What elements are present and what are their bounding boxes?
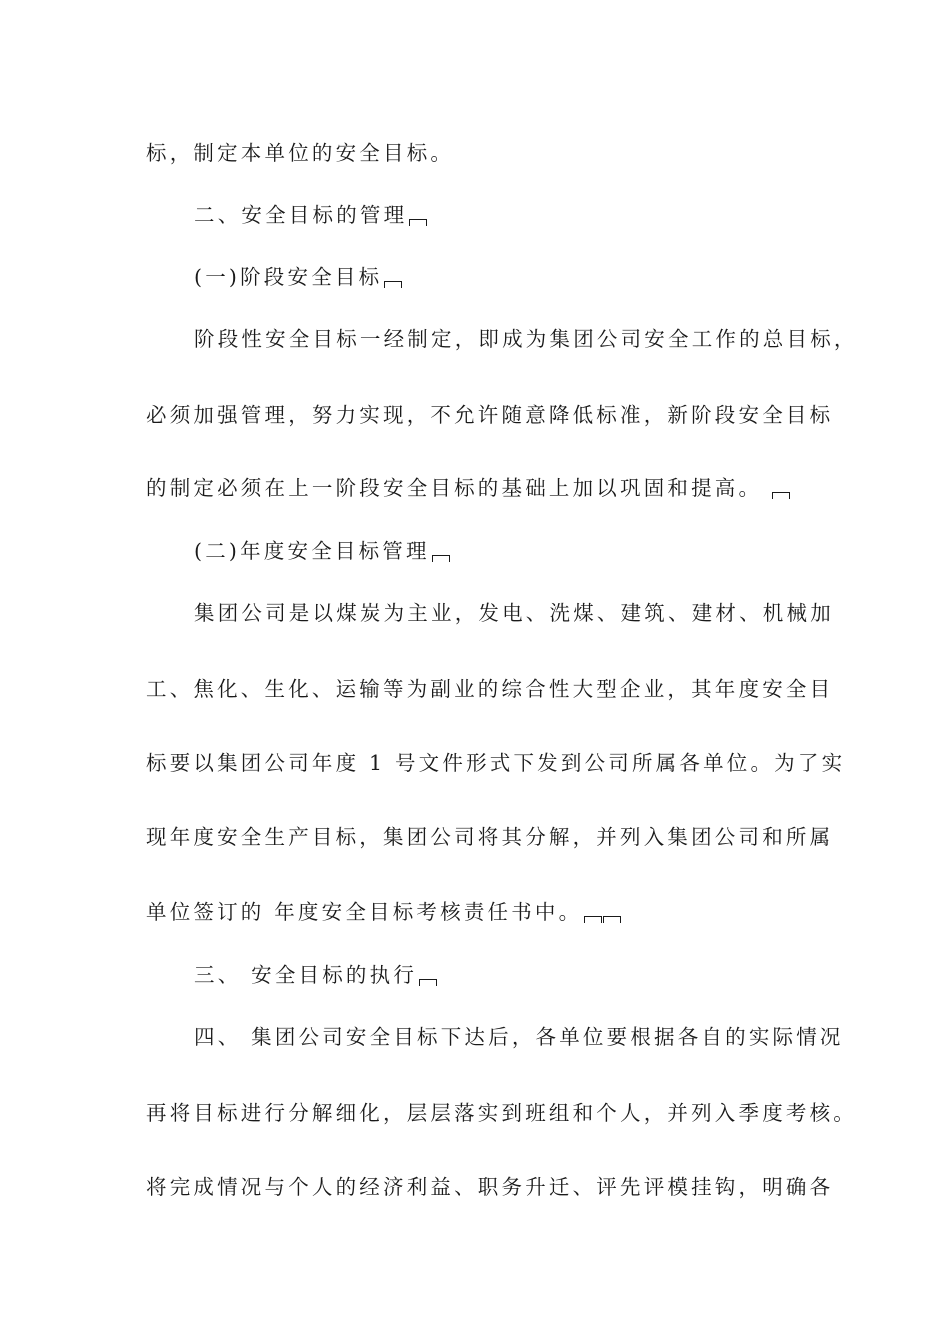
text-line-8 (194, 603, 834, 624)
text-line-8-content: 集团公司是以煤炭为主业，发电、洗煤、建筑、建材、机械加 (194, 601, 834, 625)
subsection-heading-2 (194, 541, 450, 562)
paragraph-mark-icon (603, 916, 621, 923)
text-line-9-content: 工、焦化、生化、运输等为副业的综合性大型企业，其年度安全目 (146, 677, 834, 701)
text-line-10-content: 标要以集团公司年度 1 号文件形式下发到公司所属各单位。为了实 (146, 751, 846, 775)
paragraph-mark-icon (584, 916, 602, 923)
text-line-1 (146, 143, 454, 164)
text-line-11-content: 现年度安全生产目标，集团公司将其分解，并列入集团公司和所属 (146, 825, 834, 849)
text-line-6-content: 的制定必须在上一阶段安全目标的基础上加以巩固和提高。 (146, 476, 763, 500)
subsection-heading-1 (194, 267, 402, 288)
paragraph-mark-icon (384, 281, 402, 288)
text-line-4-content: 阶段性安全目标一经制定，即成为集团公司安全工作的总目标， (194, 327, 858, 351)
section-heading-3-text: 三、 安全目标的执行 (194, 963, 418, 987)
text-line-9 (146, 679, 833, 700)
section-heading-2 (194, 205, 427, 226)
text-line-14-content: 四、 集团公司安全目标下达后，各单位要根据各自的实际情况 (194, 1025, 844, 1049)
text-line-15-content: 再将目标进行分解细化，层层落实到班组和个人，并列入季度考核。 (146, 1101, 857, 1125)
subsection-heading-1-text: (一)阶段安全目标 (194, 265, 383, 289)
paragraph-mark-icon (419, 979, 437, 986)
section-heading-2-text: 二、安全目标的管理 (194, 203, 408, 227)
text-line-4 (194, 329, 858, 350)
text-line-15 (146, 1103, 857, 1124)
text-line-14 (194, 1027, 844, 1048)
text-line-16-content: 将完成情况与个人的经济利益、职务升迁、评先评模挂钩，明确各 (146, 1175, 834, 1199)
section-heading-3 (194, 965, 437, 986)
paragraph-mark-icon (432, 555, 450, 562)
text-line-12-content: 单位签订的 年度安全目标考核责任书中。 (146, 900, 583, 924)
text-line-6 (146, 478, 790, 499)
subsection-heading-2-text: (二)年度安全目标管理 (194, 539, 430, 563)
paragraph-mark-icon (772, 492, 790, 499)
text-line-12 (146, 902, 621, 923)
paragraph-mark-icon (409, 219, 427, 226)
text-line-11 (146, 827, 833, 848)
text-line-10 (146, 753, 845, 774)
text-line-16 (146, 1177, 833, 1198)
text-line-5 (146, 405, 833, 426)
text-line-5-content: 必须加强管理，努力实现，不允许随意降低标准，新阶段安全目标 (146, 403, 834, 427)
text-line-1-content: 标，制定本单位的安全目标。 (146, 141, 455, 165)
